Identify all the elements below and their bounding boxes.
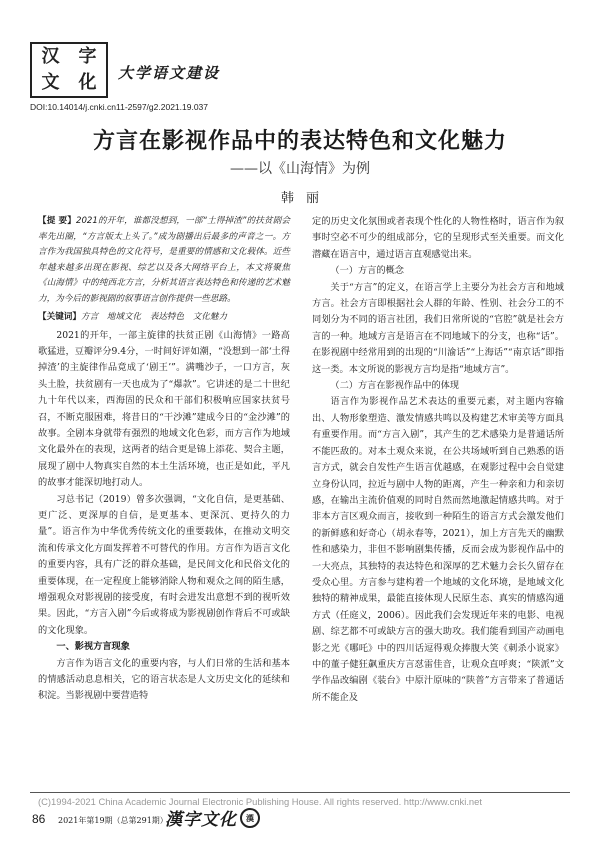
issue-info: 2021年第19期（总第291期）: [58, 816, 168, 825]
footer-divider: [30, 792, 570, 793]
subsection-heading: （二）方言在影视作品中的体现: [330, 380, 460, 392]
logo-char: 汉: [41, 46, 60, 67]
abstract-label: 【提 要】: [38, 216, 76, 226]
logo-char: 文: [41, 72, 60, 93]
body-paragraph: 方言作为语言文化的重要内容，与人们日常的生活和基本的情感活动息息相关，它的语言状态是人文历史文化的延续和积淀。当影视剧中要营造特: [38, 657, 290, 702]
section-heading: 一、影视方言现象: [56, 641, 130, 653]
body-paragraph: 定的历史文化氛围或者表现个性化的人物性格时，语言作为叙事时空必不可少的组成部分，它的呈现形式至关重要。而文化潜藏在语言中，通过语言直观感觉出来。: [312, 216, 564, 260]
keywords: [38, 310, 290, 326]
body-paragraph: 习总书记（2019）曾多次强调，“文化自信，是更基础、更广泛、更深厚的自信，是更基本、更深沉、更持久的力量”。语言作为中华优秀传统文化的重要载体，在推动文明交流和传承文化方面发挥着不可替代的作用。方言作为语言文化的重要内容，具有广泛的群众基础，是民间文化和民俗文化的重要体现，在一定程度上能够消除人物和观众之间的陌生感，增强观众对影视剧的接受度，有时会进发出意想不到的视听效果。因此，“方言入剧”今后或将成为影视剧创作背后不可或缺的文化现象。: [38, 493, 290, 636]
journal-logo: [30, 42, 108, 98]
section-journal-name: 大学语文建设: [118, 64, 221, 82]
left-column: [38, 214, 290, 705]
page-number: 86: [32, 812, 46, 826]
doi: DOI:10.14014/j.cnki.cn11-2597/g2.2021.19.037: [30, 102, 209, 112]
body-paragraph: 2021的开年，一部主旋律的扶贫正剧《山海情》一路高歌猛进，豆瓣评分9.4分，一时间好评如潮，“没想到一部‘土得掉渣’的主旋律作品竟成了‘剧王’”。满嘴沙子，一口方言，灰头土脸，扶贫剧有一天也成为了“爆款”。它讲述的是二十世纪九十年代以来，西海固的民众和干部们积极响应国家扶贫号召，不断克服困难，将昔日的“干沙滩”建成今日的“金沙滩”的故事。全剧本身就带有强烈的地域文化色彩，而方言作为地域文化最外在的表现，这两者的结合更是锦上添花、契合主题，展现了剧中人物真实自然的本土生活环境，也正是如此，平凡的故事才能深切地打动人。: [38, 329, 290, 489]
journal-seal-icon: 漢: [240, 808, 260, 828]
keywords-label: 【关键词】: [38, 312, 81, 322]
right-column: [312, 214, 564, 706]
subsection-heading: （一）方言的概念: [330, 265, 404, 277]
body-paragraph: 关于“方言”的定义，在语言学上主要分为社会方言和地域方言。社会方言即根据社会人群的年龄、性别、社会分工的不同划分为不同的语言社团，我们日常所说的“官腔”就是社会方言的一种。地域方言是语言在不同地域下的分支，也称“话”。在影视剧中经常用到的出现的“川渝话”“上海话”“南京话”即指这一类。本文所说的影视方言均是指“地域方言”。: [312, 281, 564, 375]
cnki-watermark: (C)1994-2021 China Academic Journal Electronic Publishing House. All rights reserved. http://www.cnki.net: [38, 796, 482, 807]
article-subtitle: ——以《山海情》为例: [230, 161, 370, 177]
abstract-text: 2021的开年，谁都没想到，一部“土得掉渣”的扶贫剧会率先出圈，“方言版太上头了。”成为剧播出后最多的声音之一。方言作为我国独具特色的文化符号，是重要的情感和文化载体。近些年越来越多出现在影视、综艺以及各大网络平台上，本文将聚焦《山海情》中的纯西北方言，分析其语言表达特色和传递的艺术魅力，为今后的影视剧的叙事语言创作提供一些思路。: [38, 216, 291, 304]
article-author: 韩丽: [280, 191, 331, 206]
body-paragraph: 语言作为影视作品艺术表达的重要元素，对主题内容输出、人物形象塑造、激发情感共鸣以及构建艺术审美等方面具有重要作用。而“方言入剧”，其产生的艺术感染力是普通话所不能匹敌的。对本土观众来说，在公共场域听到自己熟悉的语言方式，就会自发性产生语言优越感，在观影过程中会自觉建立身份认同，拉近与剧中人物的距离，产生一种亲和力和亲切感，在输出主流价值观的同时自然而然地激起情感共鸣。对于非本方言区观众而言，接收到一种陌生的语言方式会激发他们的新鲜感和好奇心（胡永春等，2021），加上方言先天的幽默性和感染力，非但不影响剧集传播，反而会成为影视作品中的一大亮点，其独特的表达特色和深厚的艺术魅力会长久留存在受众心里。方言参与建构着一个地域的文化环境，是地域文化独特的精神成果，最能直接体现人民原生态、真实的情感沟通方式（任庭义，2006）。因此我们会发现近年来的电影、电视剧、综艺都不可或缺方言的强大助攻。我们能看到国产动画电影之光《哪吒》中的四川话逗得观众捧腹大笑《刺杀小说家》中的董子健狂飙重庆方言怼雷佳音，让观众直呼爽；“陕派”文学作品改编剧《装台》中原汁原味的“陕普”方言带来了普通话所不能企及: [312, 396, 564, 703]
logo-char: 化: [78, 72, 97, 93]
logo-char: 字: [78, 46, 97, 67]
footer-journal-name: 漢字文化: [165, 810, 237, 830]
article-title: 方言在影视作品中的表达特色和文化魅力: [92, 128, 507, 154]
keywords-text: 方言 地域文化 表达特色 文化魅力: [80, 312, 228, 322]
abstract: [38, 214, 290, 307]
